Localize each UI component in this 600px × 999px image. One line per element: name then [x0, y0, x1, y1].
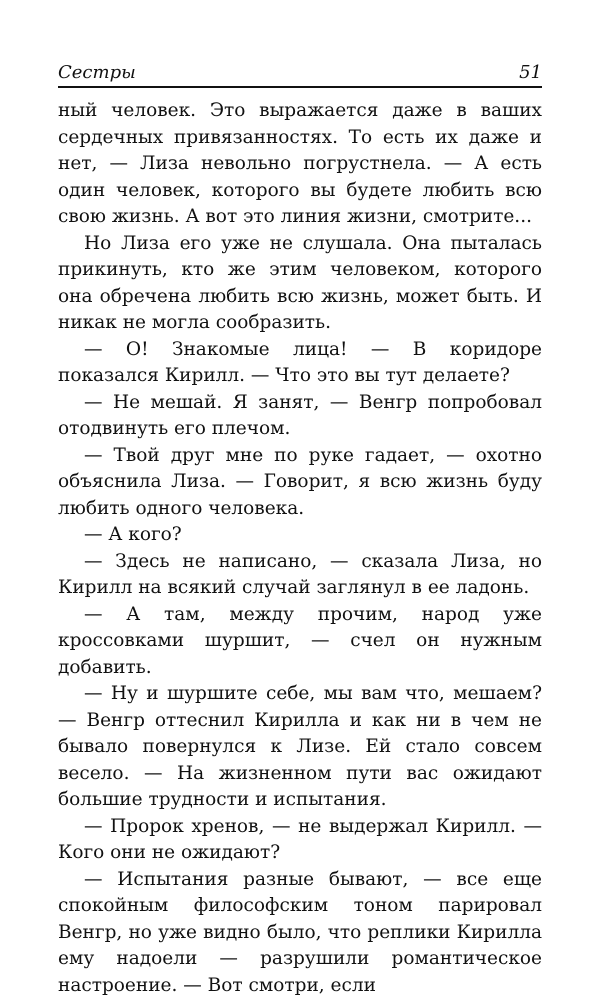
- paragraph: — Ну и шуршите себе, мы вам что, мешаем? — Венгр оттеснил Кирилла и как ни в чем не бывало повернулся к Лизе. Ей стало совсем весело. — На жизненном пути вас ожидают большие трудности и испытания.: [58, 681, 542, 814]
- paragraph: Но Лиза его уже не слушала. Она пыталась прикинуть, кто же этим человеком, которого она обречена любить всю жизнь, может быть. И никак не могла сообразить.: [58, 231, 542, 337]
- paragraph: — Пророк хренов, — не выдержал Кирилл. — Кого они не ожидают?: [58, 814, 542, 867]
- book-page: [58, 62, 542, 999]
- paragraph: — А там, между прочим, народ уже кроссовками шуршит, — счел он нужным добавить.: [58, 602, 542, 682]
- paragraph: — О! Знакомые лица! — В коридоре показался Кирилл. — Что это вы тут делаете?: [58, 337, 542, 390]
- paragraph: — А кого?: [58, 522, 542, 549]
- paragraph: — Не мешай. Я занят, — Венгр попробовал отодвинуть его плечом.: [58, 390, 542, 443]
- running-title: Сестры: [58, 62, 136, 84]
- running-header: [58, 62, 542, 88]
- paragraph: — Здесь не написано, — сказала Лиза, но Кирилл на всякий случай заглянул в ее ладонь.: [58, 549, 542, 602]
- paragraph: — Испытания разные бывают, — все еще спокойным философским тоном парировал Венгр, но уже видно было, что реплики Кирилла ему надоели — разрушили романтическое настроение. — Вот смотри, если: [58, 867, 542, 999]
- paragraph: ный человек. Это выражается даже в ваших сердечных привязанностях. То есть их даже и нет, — Лиза невольно погрустнела. — А есть один человек, которого вы будете любить всю свою жизнь. А вот это линия жизни, смотрите...: [58, 98, 542, 231]
- page-number: 51: [519, 62, 542, 84]
- paragraph: — Твой друг мне по руке гадает, — охотно объяснила Лиза. — Говорит, я всю жизнь буду любить одного человека.: [58, 443, 542, 523]
- body-text: [58, 98, 542, 999]
